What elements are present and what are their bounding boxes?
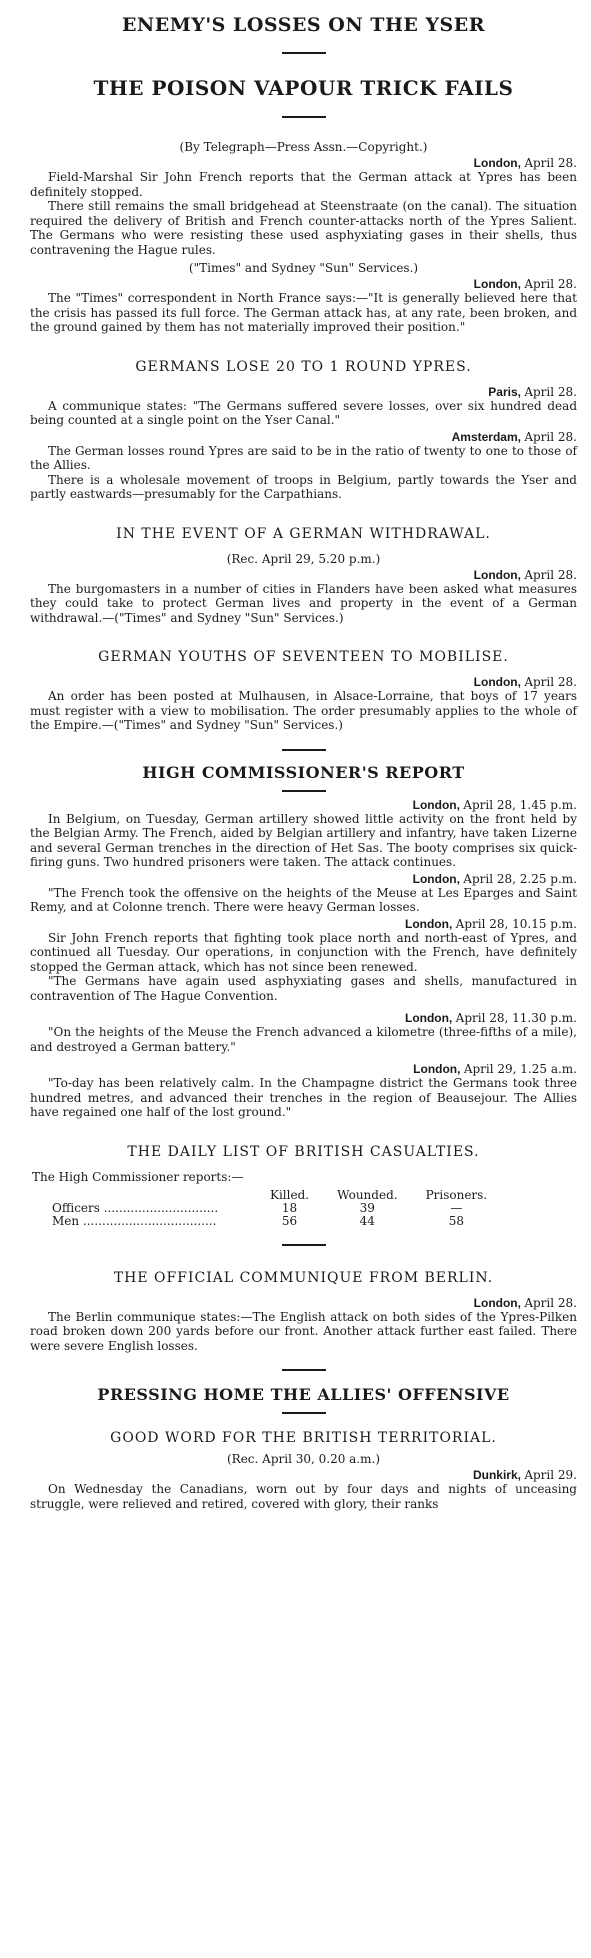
table-cell: 18: [281, 1200, 298, 1215]
section-heading: HIGH COMMISSIONER'S REPORT: [142, 762, 465, 782]
dateline: Amsterdam, April 28.: [451, 429, 577, 444]
services-credit: ("Times" and Sydney "Sun" Services.): [188, 261, 419, 275]
column-header: Killed.: [270, 1187, 310, 1202]
section-heading: GERMAN YOUTHS OF SEVENTEEN TO MOBILISE.: [98, 649, 509, 665]
dateline: London, April 28.: [473, 1295, 577, 1310]
table-cell: 39: [359, 1200, 375, 1215]
byline: (By Telegraph—Press Assn.—Copyright.): [179, 140, 428, 154]
newspaper-page: [0, 14, 591, 1958]
paragraph: The "Times" correspondent in North France says:—"It is generally believed here that the crisis has passed its full force. The German attack has, at any rate, been broken, and the ground gained by them has not materially improved their position.": [30, 291, 577, 334]
section-subheading: GOOD WORD FOR THE BRITISH TERRITORIAL.: [110, 1430, 497, 1446]
paragraph: "To-day has been relatively calm. In the Champagne district the Germans took three hundred metres, and advanced their trenches in the region of Beausejour. The Allies have regained one half of the lost ground.": [30, 1076, 577, 1119]
dateline: London, April 28.: [473, 156, 577, 170]
divider: [282, 790, 326, 792]
table-cell: 56: [281, 1213, 298, 1228]
table-cell: 44: [359, 1213, 375, 1228]
dateline: London, April 28, 10.15 p.m.: [404, 916, 577, 931]
table-cell: 58: [448, 1213, 464, 1228]
casualty-table: [52, 1188, 501, 1228]
page-subtitle: THE POISON VAPOUR TRICK FAILS: [93, 76, 514, 100]
table-cell: —: [450, 1200, 463, 1215]
paragraph: The burgomasters in a number of cities in Flanders have been asked what measures they could take to protect German lives and property in the event of a German withdrawal.—("Times" and Sydney "Sun" Services.): [30, 581, 577, 625]
paragraph: An order has been posted at Mulhausen, in Alsace-Lorraine, that boys of 17 years must register with a view to mobilisation. The order presumably applies to the whole of the Empire.—("Times" and Sydney "Sun" Services.): [30, 689, 577, 732]
received-note: (Rec. April 30, 0.20 a.m.): [226, 1452, 381, 1466]
column-header: Prisoners.: [425, 1187, 488, 1202]
paragraph: A communique states: "The Germans suffered severe losses, over six hundred dead being counted at a single point on the Yser Canal.": [30, 398, 577, 427]
paragraph: The Berlin communique states:—The English attack on both sides of the Ypres-Pilken road broken down 200 yards before our front. Another attack further east failed. There were severe English losses.: [30, 1309, 577, 1353]
row-label: Officers ..............................: [52, 1200, 219, 1215]
section-heading: PRESSING HOME THE ALLIES' OFFENSIVE: [97, 1385, 510, 1404]
dateline: Dunkirk, April 29.: [472, 1468, 577, 1482]
paragraph: "The Germans have again used asphyxiating gases and shells, manufactured in contravention of The Hague Convention.: [30, 974, 577, 1003]
dateline: London, April 28, 1.45 p.m.: [412, 797, 577, 812]
table-row: [52, 1202, 501, 1215]
section-heading: THE OFFICIAL COMMUNIQUE FROM BERLIN.: [113, 1269, 494, 1286]
paragraph: Sir John French reports that fighting took place north and north-east of Ypres, and continued all Tuesday. Our operations, in conjunction with the French, have definitely stopped the German attack, which has not since been renewed.: [30, 930, 577, 974]
paragraph: "On the heights of the Meuse the French advanced a kilometre (three-fifths of a mile), and destroyed a German battery.": [30, 1025, 577, 1054]
divider: [282, 1369, 326, 1371]
divider: [282, 1412, 326, 1414]
dateline: London, April 28.: [473, 567, 577, 582]
paragraph: "The French took the offensive on the heights of the Meuse at Les Eparges and Saint Remy, and at Colonne trench. There were heavy German losses.: [30, 885, 577, 914]
paragraph: The German losses round Ypres are said to be in the ratio of twenty to one to those of the Allies.: [30, 443, 577, 472]
dateline: Paris, April 28.: [488, 384, 577, 399]
paragraph: On Wednesday the Canadians, worn out by four days and nights of unceasing struggle, were relieved and retired, covered with glory, their ranks: [30, 1482, 577, 1511]
table-row: [52, 1215, 501, 1228]
paragraph: There still remains the small bridgehead at Steenstraate (on the canal). The situation required the delivery of British and French counter-attacks north of the Ypres Salient. The Germans who were resisting these used asphyxiating gases in their shells, thus contravening the Hague rules.: [30, 199, 577, 257]
section-heading: THE DAILY LIST OF BRITISH CASUALTIES.: [127, 1143, 480, 1160]
dateline: London, April 28, 2.25 p.m.: [412, 871, 577, 886]
section-heading: IN THE EVENT OF A GERMAN WITHDRAWAL.: [116, 525, 491, 542]
divider: [282, 116, 326, 118]
received-note: (Rec. April 29, 5.20 p.m.): [226, 551, 381, 566]
section-heading: GERMANS LOSE 20 TO 1 ROUND YPRES.: [135, 358, 472, 375]
casualty-intro: The High Commissioner reports:—: [32, 1169, 244, 1184]
column-header: Wounded.: [337, 1187, 398, 1202]
row-label: Men ...................................: [52, 1213, 217, 1228]
paragraph: In Belgium, on Tuesday, German artillery showed little activity on the front held by the Belgian Army. The French, aided by Belgian artillery and infantry, have taken Lizerne and several German trenches in the direction of Het Sas. The booty comprises six quick-firing guns. Two hundred prisoners were taken. The attack continues.: [30, 811, 577, 869]
page-title: ENEMY'S LOSSES ON THE YSER: [121, 14, 486, 36]
divider: [282, 1244, 326, 1246]
dateline: London, April 28.: [473, 277, 577, 291]
divider: [282, 52, 326, 54]
table-header-row: [52, 1188, 501, 1202]
divider: [282, 749, 326, 751]
dateline: London, April 28, 11.30 p.m.: [404, 1011, 577, 1025]
dateline: London, April 29, 1.25 a.m.: [413, 1062, 577, 1076]
paragraph: Field-Marshal Sir John French reports that the German attack at Ypres has been definitely stopped.: [30, 170, 577, 199]
dateline: London, April 28.: [473, 675, 577, 689]
paragraph: There is a wholesale movement of troops in Belgium, partly towards the Yser and partly eastwards—presumably for the Carpathians.: [30, 472, 577, 501]
